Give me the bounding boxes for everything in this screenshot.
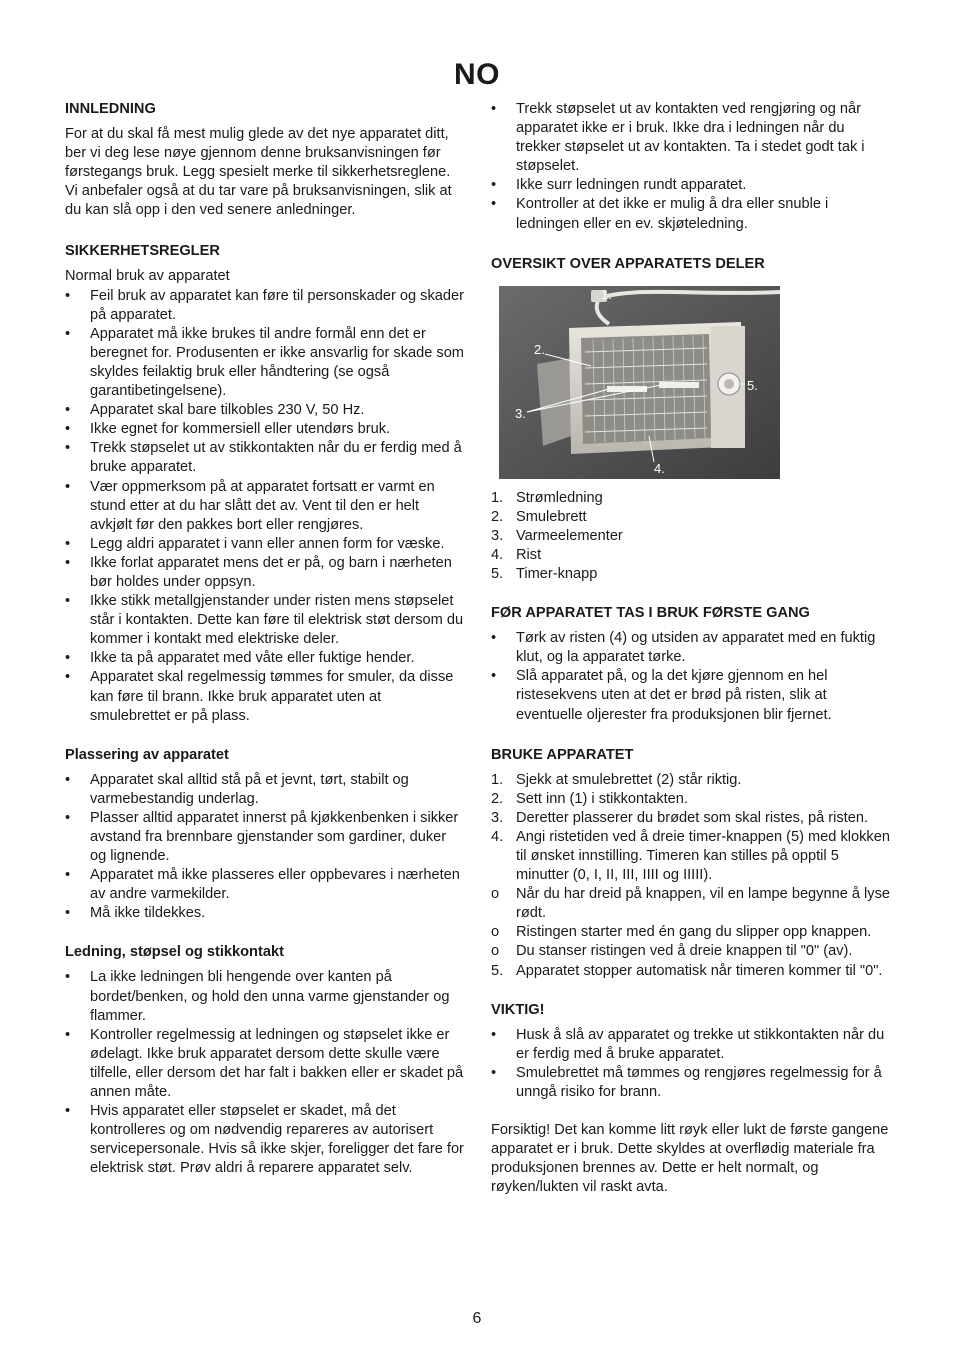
safety-heading: SIKKERHETSREGLER: [65, 243, 220, 260]
list-item: • Legg aldri apparatet i vann eller annen form for væske.: [65, 535, 445, 552]
list-item: • Ikke stikk metallgjenstander under risten mens støpselet står i kontakten. Dette kan føre til elektrisk støt dersom du kommer i kontakt med elektriske deler.: [65, 593, 464, 648]
list-item: • Trekk støpselet ut av kontakten ved rengjøring og når apparatet ikke er i bruk. Ikke dra i ledningen når du trekker støpselet ut av kontakten. Ta i stedet godt tak i støpselet.: [491, 101, 865, 175]
list-item: • Apparatet skal bare tilkobles 230 V, 50 Hz.: [65, 402, 365, 419]
list-item: • Plasser alltid apparatet innerst på kjøkkenbenken i sikker avstand fra brennbare gjenstander som gardiner, duker og lignende.: [65, 809, 459, 865]
important-list: [491, 1026, 891, 1102]
first-use-heading: FØR APPARATET TAS I BRUK FØRSTE GANG: [491, 605, 810, 622]
right-column: [491, 100, 891, 1197]
list-item: o Du stanser ristingen ved å dreie knappen til "0" (av).: [491, 943, 853, 960]
list-item: 1. Strømledning: [491, 489, 603, 506]
parts-list: [491, 489, 891, 584]
list-item: • Apparatet må ikke brukes til andre formål enn det er beregnet for. Produsenten er ikke ansvarlig for skade som skyldes feilaktig bruk eller håndtering (se også garantibetingelsene).: [65, 325, 464, 400]
callout-4: 4.: [654, 460, 665, 476]
list-item: 2. Smulebrett: [491, 508, 587, 525]
list-item: • Ikke ta på apparatet med våte eller fuktige hender.: [65, 650, 415, 667]
list-item: 4. Rist: [491, 546, 542, 563]
list-item: • Apparatet skal regelmessig tømmes for smuler, da disse kan føre til brann. Ikke bruk apparatet uten at smulebrettet er på plass.: [65, 669, 454, 724]
list-item: • Ikke forlat apparatet mens det er på, og barn i nærheten bør holdes under oppsyn.: [65, 554, 452, 590]
usage-heading: BRUKE APPARATET: [491, 746, 634, 763]
cord-list-continued: [491, 100, 891, 234]
list-item: • Feil bruk av apparatet kan føre til personskader og skader på apparatet.: [65, 287, 464, 323]
list-item: 3. Deretter plasserer du brødet som skal ristes, på risten.: [491, 809, 869, 826]
placement-list: [65, 771, 465, 924]
callout-5: 5.: [747, 377, 758, 393]
list-item: 5. Timer-knapp: [491, 566, 598, 583]
placement-heading: Plassering av apparatet: [65, 746, 229, 763]
list-item: 4. Angi ristetiden ved å dreie timer-knappen (5) med klokken til ønsket innstilling. Timeren kan stilles på opptil 5 minutter (0, I, II, III, IIII og IIIII).: [491, 828, 890, 884]
list-item: • Husk å slå av apparatet og trekke ut stikkontakten når du er ferdig med å bruke apparatet.: [491, 1026, 885, 1062]
appliance-photo: [499, 286, 780, 479]
usage-steps: [491, 771, 891, 981]
list-item: • Slå apparatet på, og la det kjøre gjennom en hel ristesekvens uten at det er brød på risten, slik at eventuelle oljerester fra produksjonen blir fjernet.: [491, 668, 832, 723]
list-item: • Ikke egnet for kommersiell eller utendørs bruk.: [65, 421, 391, 438]
list-item: 5. Apparatet stopper automatisk når timeren kommer til "0".: [491, 962, 883, 979]
list-item: • Må ikke tildekkes.: [65, 905, 206, 922]
list-item: o Ristingen starter med én gang du slipper opp knappen.: [491, 924, 872, 941]
list-item: • Tørk av risten (4) og utsiden av apparatet med en fuktig klut, og la apparatet tørke.: [491, 630, 876, 666]
list-item: • La ikke ledningen bli hengende over kanten på bordet/benken, og hold den unna varme gjenstander og flammer.: [65, 969, 450, 1024]
safety-subheading: Normal bruk av apparatet: [65, 268, 230, 285]
list-item: 1. Sjekk at smulebrettet (2) står riktig.: [491, 771, 742, 788]
cord-heading: Ledning, støpsel og stikkontakt: [65, 944, 284, 961]
caution-note: Forsiktig! Det kan komme litt røyk eller lukt de første gangene apparatet er i bruk. Dette skyldes at overflødig materiale fra produksjonen brennes av. Dette er helt normalt, og røyken/lukten vil raskt avta.: [491, 1122, 889, 1196]
intro-text: For at du skal få mest mulig glede av det nye apparatet ditt, ber vi deg lese nøye gjennom denne bruksanvisningen før førstegangs bruk. Legg spesielt merke til sikkerhetsreglene. Vi anbefaler også at du tar vare på bruksanvisningen, slik at du kan slå opp i den ved senere anledninger.: [65, 126, 452, 219]
list-item: • Vær oppmerksom på at apparatet fortsatt er varmt en stund etter at du har slått det av. Vent til den er helt avkjølt før den pakkes bort eller rengjøres.: [65, 478, 435, 533]
list-item: 2. Sett inn (1) i stikkontakten.: [491, 790, 688, 807]
callout-2: 2.: [534, 341, 545, 357]
callout-3: 3.: [515, 405, 526, 421]
list-item: • Smulebrettet må tømmes og rengjøres regelmessig for å unngå risiko for brann.: [491, 1064, 882, 1100]
important-heading: VIKTIG!: [491, 1001, 545, 1018]
intro-heading: INNLEDNING: [65, 101, 156, 117]
left-column: [65, 100, 465, 1179]
list-item: • Kontroller at det ikke er mulig å dra eller snuble i ledningen eller en ev. skjøteledning.: [491, 196, 829, 232]
list-item: • Trekk støpselet ut av stikkontakten når du er ferdig med å bruke apparatet.: [65, 440, 462, 476]
list-item: 3. Varmeelementer: [491, 527, 623, 544]
page-number: 6: [472, 1310, 482, 1327]
list-item: • Apparatet må ikke plasseres eller oppbevares i nærheten av andre varmekilder.: [65, 867, 460, 903]
safety-list: [65, 287, 465, 726]
list-item: • Kontroller regelmessig at ledningen og støpselet ikke er ødelagt. Ikke bruk apparatet dersom dette skulle være tilfelle, eller dersom det har falt i bakken eller er skadet på annen måte.: [65, 1026, 464, 1101]
overview-heading: OVERSIKT OVER APPARATETS DELER: [491, 255, 765, 272]
list-item: o Når du har dreid på knappen, vil en lampe begynne å lyse rødt.: [491, 886, 891, 922]
list-item: • Ikke surr ledningen rundt apparatet.: [491, 177, 747, 194]
toaster-illustration: [499, 286, 780, 479]
first-use-list: [491, 629, 891, 724]
language-heading: NO: [454, 58, 500, 91]
callout-1: 1.: [601, 286, 612, 302]
list-item: • Apparatet skal alltid stå på et jevnt, tørt, stabilt og varmebestandig underlag.: [65, 771, 409, 807]
cord-list: [65, 968, 465, 1178]
list-item: • Hvis apparatet eller støpselet er skadet, må det kontrolleres og om nødvendig repareres av autorisert servicepersonale. Hvis så ikke skjer, foreligger det fare for elektrisk støt. Prøv aldri å reparere apparatet selv.: [65, 1103, 464, 1177]
